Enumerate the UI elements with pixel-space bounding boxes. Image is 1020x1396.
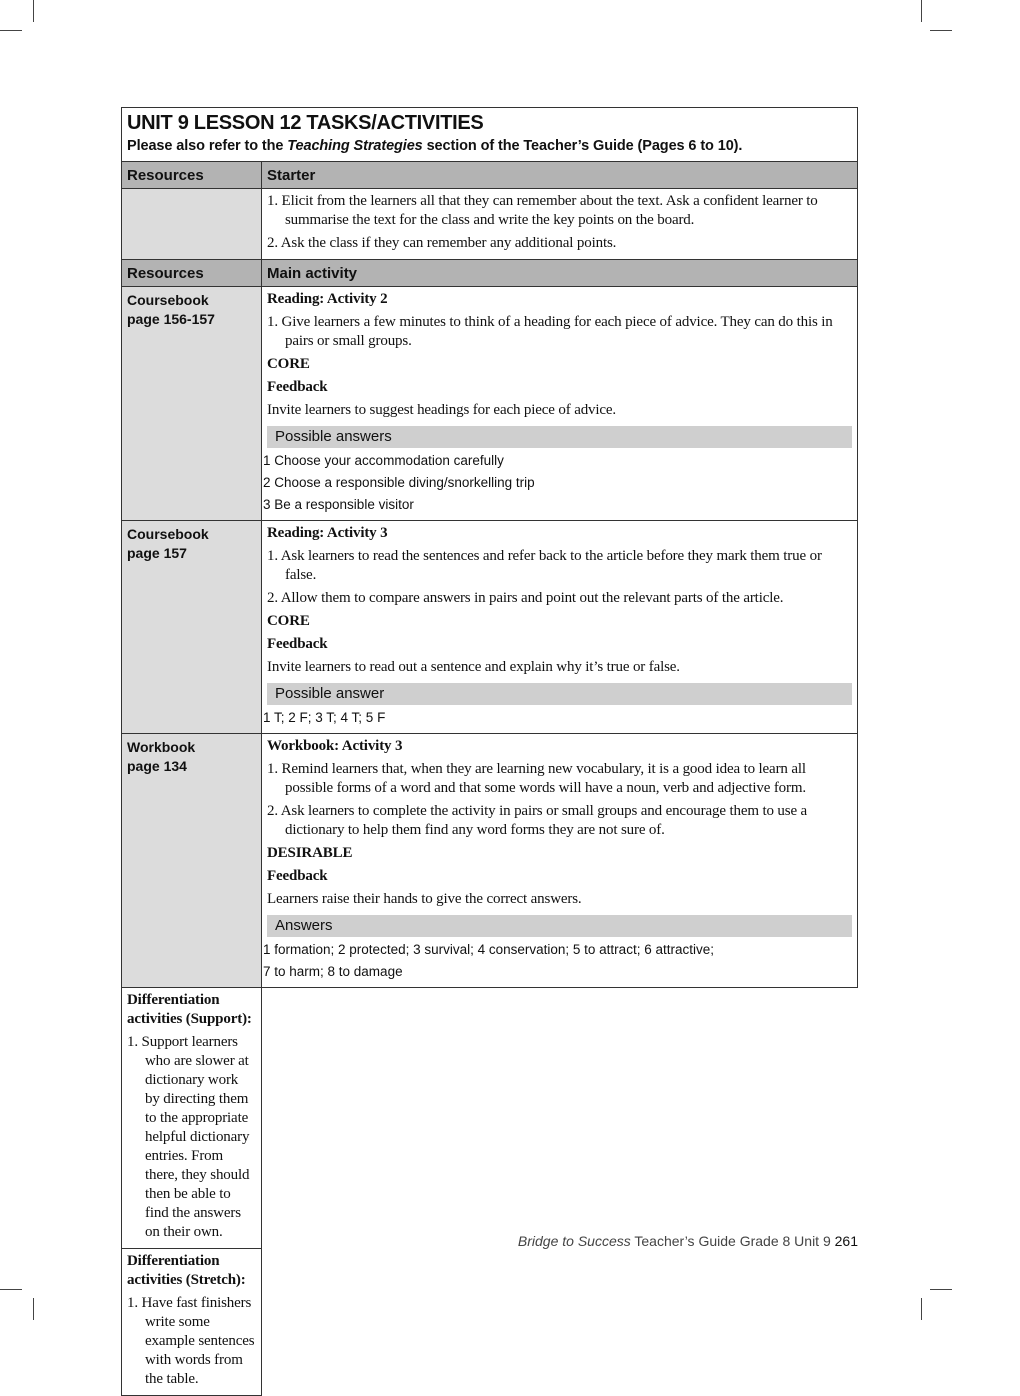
resource-label: Coursebook (127, 292, 209, 308)
list-item: 1. Support learners who are slower at dictionary work by directing them to the appropriate helpful dictionary entries. From there, they should then be able to find the answers on their own. (127, 1034, 250, 1240)
list-item: 1. Ask learners to read the sentences and refer back to the article before they mark them true or false. (267, 548, 822, 583)
footer-text: Teacher’s Guide Grade 8 Unit 9 (630, 1233, 835, 1249)
activity-heading: Workbook: Activity 3 (267, 738, 403, 754)
main-header-row (122, 260, 858, 287)
activity-heading: Reading: Activity 2 (267, 291, 388, 307)
subtitle-text: Please also refer to the (127, 138, 288, 154)
resource-cell (122, 734, 262, 988)
feedback-text: Learners raise their hands to give the correct answers. (267, 891, 582, 907)
answers-list (263, 941, 852, 981)
crop-mark (921, 0, 922, 22)
lesson-table (121, 107, 858, 1396)
resource-label: page 157 (127, 545, 187, 561)
footer-series: Bridge to Success (517, 1233, 631, 1249)
answers-list (263, 709, 852, 727)
answers-label: Possible answers (267, 426, 852, 448)
table-title-cell (122, 108, 858, 162)
answer-line: 3 Be a responsible visitor (263, 497, 414, 512)
resources-cell (122, 189, 262, 260)
answer-line: 1 formation; 2 protected; 3 survival; 4 conservation; 5 to attract; 6 attractive; (263, 942, 714, 957)
list-item: 1. Remind learners that, when they are learning new vocabulary, it is a good idea to learn all possible forms of a word and that some words will have a noun, verb and adjective form. (267, 761, 806, 796)
crop-mark (0, 1289, 22, 1290)
activity-cell (262, 734, 858, 988)
resources-header: Resources (122, 162, 262, 189)
list-item: 2. Ask the class if they can remember any additional points. (267, 235, 617, 251)
support-row (122, 988, 858, 1249)
starter-header-row (122, 162, 858, 189)
activity-cell (262, 521, 858, 734)
crop-mark (930, 1289, 952, 1290)
answer-line: 1 T; 2 F; 3 T; 4 T; 5 F (263, 710, 386, 725)
resource-label: page 156-157 (127, 311, 215, 327)
stretch-list (127, 1294, 256, 1389)
crop-mark (33, 1298, 34, 1320)
resource-label: Workbook (127, 739, 196, 755)
stretch-row (122, 1249, 858, 1396)
resources-header: Resources (122, 260, 262, 287)
support-cell (122, 988, 262, 1249)
resource-label: Coursebook (127, 526, 209, 542)
activity-heading: Reading: Activity 3 (267, 525, 388, 541)
activity-row (122, 287, 858, 521)
subtitle-emphasis: Teaching Strategies (287, 138, 423, 154)
activity-list (267, 313, 852, 351)
answer-line: 2 Choose a responsible diving/snorkelling trip (263, 475, 535, 490)
stretch-heading: Differentiation activities (Stretch): (127, 1253, 246, 1288)
starter-row (122, 189, 858, 260)
level-label: DESIRABLE (267, 845, 353, 861)
answer-line: 1 Choose your accommodation carefully (263, 453, 504, 468)
support-heading: Differentiation activities (Support): (127, 992, 252, 1027)
crop-mark (0, 30, 22, 31)
stretch-cell (122, 1249, 262, 1396)
crop-mark (930, 30, 952, 31)
resource-label: page 134 (127, 758, 187, 774)
answers-label: Possible answer (267, 683, 852, 705)
activity-cell (262, 287, 858, 521)
list-item: 2. Allow them to compare answers in pairs and point out the relevant parts of the article. (267, 590, 784, 606)
activity-list (267, 760, 852, 840)
feedback-text: Invite learners to read out a sentence and explain why it’s true or false. (267, 659, 680, 675)
page-number: 261 (834, 1233, 858, 1249)
subtitle-text: section of the Teacher’s Guide (Pages 6 to 10). (422, 138, 743, 154)
page-subtitle (127, 137, 852, 156)
activity-list (267, 547, 852, 608)
resource-cell (122, 521, 262, 734)
feedback-label: Feedback (267, 868, 328, 884)
activity-row (122, 521, 858, 734)
page-title: UNIT 9 LESSON 12 TASKS/ACTIVITIES (127, 112, 484, 134)
starter-header: Starter (262, 162, 858, 189)
answer-line: 7 to harm; 8 to damage (263, 964, 403, 979)
feedback-label: Feedback (267, 636, 328, 652)
level-label: CORE (267, 356, 310, 372)
crop-mark (33, 0, 34, 22)
starter-cell (262, 189, 858, 260)
page-footer (518, 1233, 858, 1249)
activity-row (122, 734, 858, 988)
feedback-text: Invite learners to suggest headings for each piece of advice. (267, 402, 617, 418)
list-item: 1. Have fast finishers write some example sentences with words from the table. (127, 1295, 255, 1387)
list-item: 2. Ask learners to complete the activity in pairs or small groups and encourage them to use a dictionary to help them find any word forms they are not sure of. (267, 803, 808, 838)
resource-cell (122, 287, 262, 521)
answers-label: Answers (267, 915, 852, 937)
feedback-label: Feedback (267, 379, 328, 395)
list-item: 1. Give learners a few minutes to think of a heading for each piece of advice. They can do this in pairs or small groups. (267, 314, 833, 349)
answers-list (263, 452, 852, 514)
list-item: 1. Elicit from the learners all that they can remember about the text. Ask a confident learner to summarise the text for the class and write the key points on the board. (267, 193, 818, 228)
level-label: CORE (267, 613, 310, 629)
starter-list (267, 192, 852, 253)
crop-mark (921, 1298, 922, 1320)
support-list (127, 1033, 256, 1242)
main-activity-header: Main activity (262, 260, 858, 287)
